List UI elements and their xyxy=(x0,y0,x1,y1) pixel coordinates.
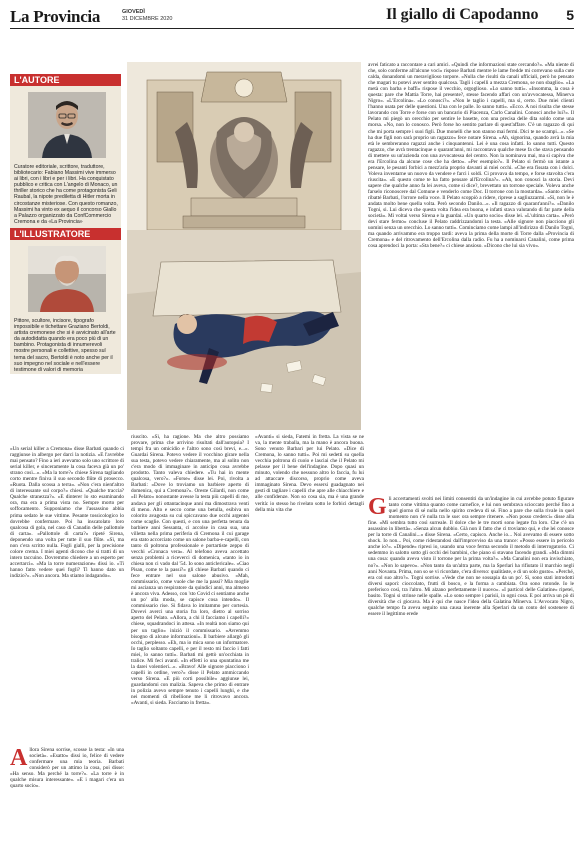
illustrator-portrait xyxy=(28,246,106,312)
section-title: Il giallo di Capodanno xyxy=(386,6,539,23)
column-1-text: «Un serial killer a Cremona» disse Barbati quando ci raggiunse in albergo per darci la notizia. «E l'avrebbe mai pensato? Fino a ieri avevamo solo uno scrittore di serial killer, e sinceramente la cosa faceva già un po' strano così...». «Ma la torre?» chiese Sirena tagliando corto mentre finiva il suo secondo flûte di prosecco. «Ruota. Dalla scossa a terra». «Non c'era nient'altro di interessante sul corpo?» chiesi. «Qualche traccia? Qualche stranezza?». «E dinterer lo sto esaminando ora, ma era a prima vista no. Sempre morto per soffocamento. Supponiamo che l'assassino abbia prima sedato le sue vittime. Pesante tossicologico lo dovrebbe confermare. Poi ha inscatolato loro qualcosa di gola, nel caso di Canadin delle pallottole di carta». «Pallottole di carta?» ripeté Sirena, deponendo una volta per tutte il suo flûte. «Sì, ma non c'era scritto nulla. Fogli gialli, per la precisione colore crema. I miei agenti dicono che si tratti di un intero taccuino. Dovremmo chiedere a un esperto per accertarci». «Ma la torre numerazione» dissi io. «Ti hanno fatto vedere quei fogli? Ti hanno dato un indizio?». «Non ancora. Ma stiamo indagando». xyxy=(10,446,124,579)
article-column-5 xyxy=(368,496,574,836)
column-2-text: riuscito. «Sì, ha ragione. Ma che altro possiamo provare, prima che arrivino risultati dall'autopsia? I tempi fra un omicidio e l'altro sono così brevi, e...». Guardai Sirena. Potevo vedere il vocchino girare nella sua testa, potevo vedere chiaramente, ma al solito non c'era modo di immaginare in anticipo cosa avrebbe prodotto. Tanto valeva chiedere. «Tu hai in mente qualcosa, vero?». «Forse» disse lei. Poi, rivolta a Barbati: «Dove lo troviamo un barbiere aperto di domenica, qui a Cremona?». Oreste Gilardi, non come «Il Pelato» nonostante avesse la testa più capelli di me, andava per gli ottantacinque anni ma dimostrava venti di meno. Alto e secco come una betulla, esibiva un colorito avagosta su cui spiccavano due occhi argentei come scaglie. Con questi, e con una perfetta tenuta da barbiere anni Sessanta, ci accolse in casa sua, una villetta nella prima periferia di Cremona il cui garage era stato accorciato come un salone barba-e-capelli, con tanto di poltrona professionale e portartiste zeppo di vecchi «Cronaca vera». Al telefono aveva accettato senza problemi a riceverci di domenica, «tanto io in chiesa non ci vado dal '54. Io sono anticlericale». «Ciao Pisan, come te la passi?» gli chiese Barbati quando ci fece entrare nel suo salone abusivo. «Mah, commissario, come vuole che me la passi? Mia moglie mi ascianza un respiratore da quindici anni, ma almeno è ancora viva. Adesso, con 'sto Covid ci sentiamo anche un po' alla moda, se capisce cosa intendo». Il commissario rise. Si fidava lo imitammo per cortesia. Dovevi averci una storia fra loro, dietro al sorriso aperto del Pelato. «Allora, a chi il facciamo i capelli?» chiese, squadrandoci in attesa. «In realtà non siamo qui per un taglio» iniziò il commissario. «Avremmo bisogno di alcune informazioni». Il barbiere allargò gli occhi, perplesso. «Eh, ma io mica sono un informatore. Io taglio soltanto capelli, e per il resto mi faccio i fatti miei, lo sanno tutti». Barbati mi gettò un'occhiata in tralice. Mi feci avanti. «In effetti io una spuntatina me la darei volentieri...». «Bravo! Alle signore piacciono i capelli in ordine, vero?» disse il Pelato ammiccando verso Sirena. «E più corti possibile» aggiunse lei, guardandomi con malizia. Sapeva che primo di entrare in polizia avevo sempre tenuto i capelli lunghi, e che nei momenti di ribellione me li ritrovavo ancora. «Avanti, si sieda. Facciamo in fretta». xyxy=(131,434,249,707)
column-1-section-text: llora Sirena sorrise, scosse la testa: «In una società». «Esatto» dissi io, felice di vedere confermare una mia teoria. Barbati considerò per un attimo la cosa, poi disse: «Ha senso. Ma perché la torre?». «La torre è in qualche misura interessante». «E i magari c'era un quarto socio». xyxy=(10,747,124,790)
article-column-4 xyxy=(368,62,574,500)
column-5-text: li accertamenti svolti nei limiti consentiti da un'indagine in cui avrebbe potuto figurare tanto come vittima quanto come carnefice, e lui non sembrava scioccato perché fino a quel giorno di sé nulla nello spirito credeva di sé. Fino a pare che sulla rivale in quel momento non c'è nulla tra le sue: ora sempre ritenere. «Non posso crederci» disse alla fine. «Mi sembra tutto così surreale. Il dolce che le tre morti sono legate fra loro. Che c'è un assassino in libertà». «Senza alcun dubbio. Già non il fatto che ci troviamo qui, e che lei conosce per la torre di Canalini...» disse Sirena. «Certo, capisco. Anche io... Noi avevamo di essere sotto shock. Io non... Poi, come ridestandosi dall'improvviso da una trance: «Posso essere in pericolo anche io?». «Dipende» ripresi io, usando una voce ferma secondo il metodo di interrogatorio. Ci sedemmo in salotto sotto gli occhi dei bambini, che piano si stavano facendo grandi. «Ma dimmi una cosa: quando aveva visto il torrone per la prima volta?». «Ma Canalini non era invischiato, no?». «Non lo sapevo». «Non tanto da un'altra parte, ma la Sperlari ha rifiutato il marchio negli anni Novanta. Prima, non so se vi ricordate, c'era diverso: qualitàste, e di un solo gusto». «Perché, era col suo altro?». Togni sorrise. «Vede che non ne sossapia da un po'. Sì, sono stati introdotti diversi sapori: cioccolato, frutti di bosco, e la forma a cambiata. Ora sono rotonde. Io le preferisco così, tra l'altro. Mi alzano perfettamente il nuovo». «I particol delle Galatine» ripetei, basito. Togni si strinse nelle spalle. «Lo sono sempre i parisii, in ogni cosa. E poi arriva un pò di diversità che ci giocava. Ma è qui che nasce l'idea della Galatina Minerva. L'Avvocato Nigro, qualche tempo fa aveva seguito una causa inerente alla Sperlari da un conto del sostenere di essere il legittimo erede xyxy=(368,496,574,617)
masthead xyxy=(10,6,574,28)
article-column-1-section xyxy=(10,747,124,836)
newspaper-logo: La Provincia xyxy=(10,7,101,26)
column-3-text: «Avanti» si sieda, Fatemi in fretta. La vista se ne va, la mente traballa, ma la mano è ancora buona. Sono venuto Barbari per lui Pelato. «Dice di Cremona, lo sanno tutti». Poi mi sedetti su quella vecchia poltrona di cuoio e lasciai che il Pelato mi pelasse per il bene dell'indagine. Dopo quasi un minuto, volendo che nessuno altro lo faccia, fu lui ad attaccare discorso, proprio come aveva immaginato Sirena. Devo essersi guadagnato nei gesti di tagliare i capelli che apre alle chiacchiere e alle confidenze. Non so cosa sia, ma è una grande verità: io stesso ho rivelato sotto le forbici dettagli della mia vita che xyxy=(255,434,364,513)
drop-cap: G xyxy=(368,496,387,520)
article-column-2 xyxy=(131,434,249,836)
article-column-3 xyxy=(255,434,364,836)
author-portrait xyxy=(28,92,106,158)
header-rule xyxy=(10,28,574,29)
author-bio: Curatore editoriale, scrittore, traduttore, bibliotecario: Fabiano Massimi vive immerso ai libri, con i libri e per i libri. Ha conquistato pubblico e critica con L'angelo di Monaco, un thriller storico che ha come protagonista Geli Raubal, la nipote prediletta di Hitler morta in circostanze misteriose. Con questo romanzo, Massimi ha vinto ex aequo il concorso Giallo a Palazzo organizzato da ConfCommercio Cremona e da «La Provincia» xyxy=(14,164,118,225)
author-band: L'AUTORE xyxy=(10,74,121,86)
page-number: 5 xyxy=(566,7,574,23)
drop-cap: A xyxy=(10,747,28,771)
story-illustration xyxy=(127,62,361,430)
issue-date xyxy=(122,9,172,22)
illustrator-band: L'ILLUSTRATORE xyxy=(10,228,121,240)
issue-full-date: 31 DICEMBRE 2020 xyxy=(122,15,173,22)
illustrator-bio: Pittore, scultore, incisore, tipografo impossibile e tichettare Graziano Bertoldi, artista cremonese che si è avvicinato all'arte da autodidatta quando era poco più di un bambino. Protagonista di innumerevoli mostre personali e collettive, spesso sul tema del sacro, Bertoldi è noto anche per il suo impegno nel sociale e nell'essere testimone di valori di memoria xyxy=(14,318,116,373)
column-4-text: avrei faticato a raccontare a cari amici. «Quindi che informazioni state cercando?». «Ma niente di che, solo conferme all'alcune voci» rispose Barbati mentre le lame fredde mi correvano sulla cute calda, donandomi un meraviglioso torpore. «Nulla che risulti da canali ufficiali, però ho pensato che magari tu potevi aver sentito qualcosa. Tagli i capelli a mezza Cremona, se non sbaglio». «La metà con barba e baffi» rispose il vecchio, orgoglioso. «Lo sanno tutti». «Insomma, la cosa è questa: pare che Mattia Torre, hai presente?, stesse facendo affari con un'avvocatessa, Minerva Nigro». «L'Ercolina». «Lo conosci?». «Non le taglio i capelli, ma sì, certo. Due miei clienti l'hanno usata per delle questioni. Una con le palle. Io sanno tutti». «Ecco. A noi risulta che stesse lavorando con Torre e forse con un bancario di Piacenza, Carlo Canalini. Conosci anche lui?». Il Pelato mi piegò un orecchio per sentire le basette, con una precisa delle dita soldo come una morsa. «No, non lo conosco. Però forse ho sentito parlare di quest'affare. C'è un ragazzo di qui che mi porta sempre i suoi figli. Due monelli che non stanno mai fermi. Dici te ne scampi...». «Se ha due figli non sarà proprio un ragazzo» fece notare Sirena. «Ah, signorina, quando avrà la mia età le sembreranno ragazzi anche i cinquantenni. Lei è una cosa infatti. Io sanno tutti. Questo ragazzo, che avrà trentacinque o quarant'anni, mi raccontava qualche mese fa che stava pensando di mettere su un'azienda con una avvocatessa del centro. Non la nominava mai, ma si capiva che era l'Ercolina da alcune cose che ha detto». «Per esempio?». Il Pelato si fermò un istante a pensare, le pesanti forbici a mezz'aria proprio davanti ai miei occhi. «Che era fissata con i dolci. Voleva inventarne un nuovo da vendere e farci i soldi. Ci provava da tempo, e forse stavolta c'era riuscita». «E questo come te ha fatto pensare all'Ercolina?». «Ah, non conosci la storia. Devi sapere che qualche anno fa lei aveva, come si dice?, brevettato un torrone speciale. Voleva anche farselo riconoscere dal Comune e venderlo come Doc. Il torrone con la mostarda». «Santo cielo» ribatté Barbati, l'orrore nella voce. Il Pelato scoppiò a ridere, riprese a sagliuzzarmi. «Si, non le è andata molto bene quella volta. Però secondo Danilo...». «Il ragazzo di quarant'anni?». «Danilo Togni, si. Lui diceva che questa volta l'idea era buona, e infatti stava valutando di far parte della società». Mi voltai verso Sirena e la guardai. «Un quarto socio» disse lei. «L'ultima carta». «Però devi stare fermo» concluse il Pelato raddrizzandomi la testa. «Alle signore non piacciono gli uomini senza un orecchio. Lo sanno tutti». Cominciamo come lampi all'indirizzo di Danilo Togni, ma quando arrivammo era troppo tardi: aveva la prima della morte di Torre dalla «Provincia di Cremona» e del ritrovamento dell'Ercolina dalla radio. Fu ha a nominarsi Canalini, come prima cosa aprendoci la porta: «Sta bene?» ci chiese ansioso. «Dicono che lui sia vivo». xyxy=(368,62,574,250)
profiles-sidebar xyxy=(10,74,121,374)
issue-weekday: GIOVEDÌ xyxy=(122,9,145,15)
